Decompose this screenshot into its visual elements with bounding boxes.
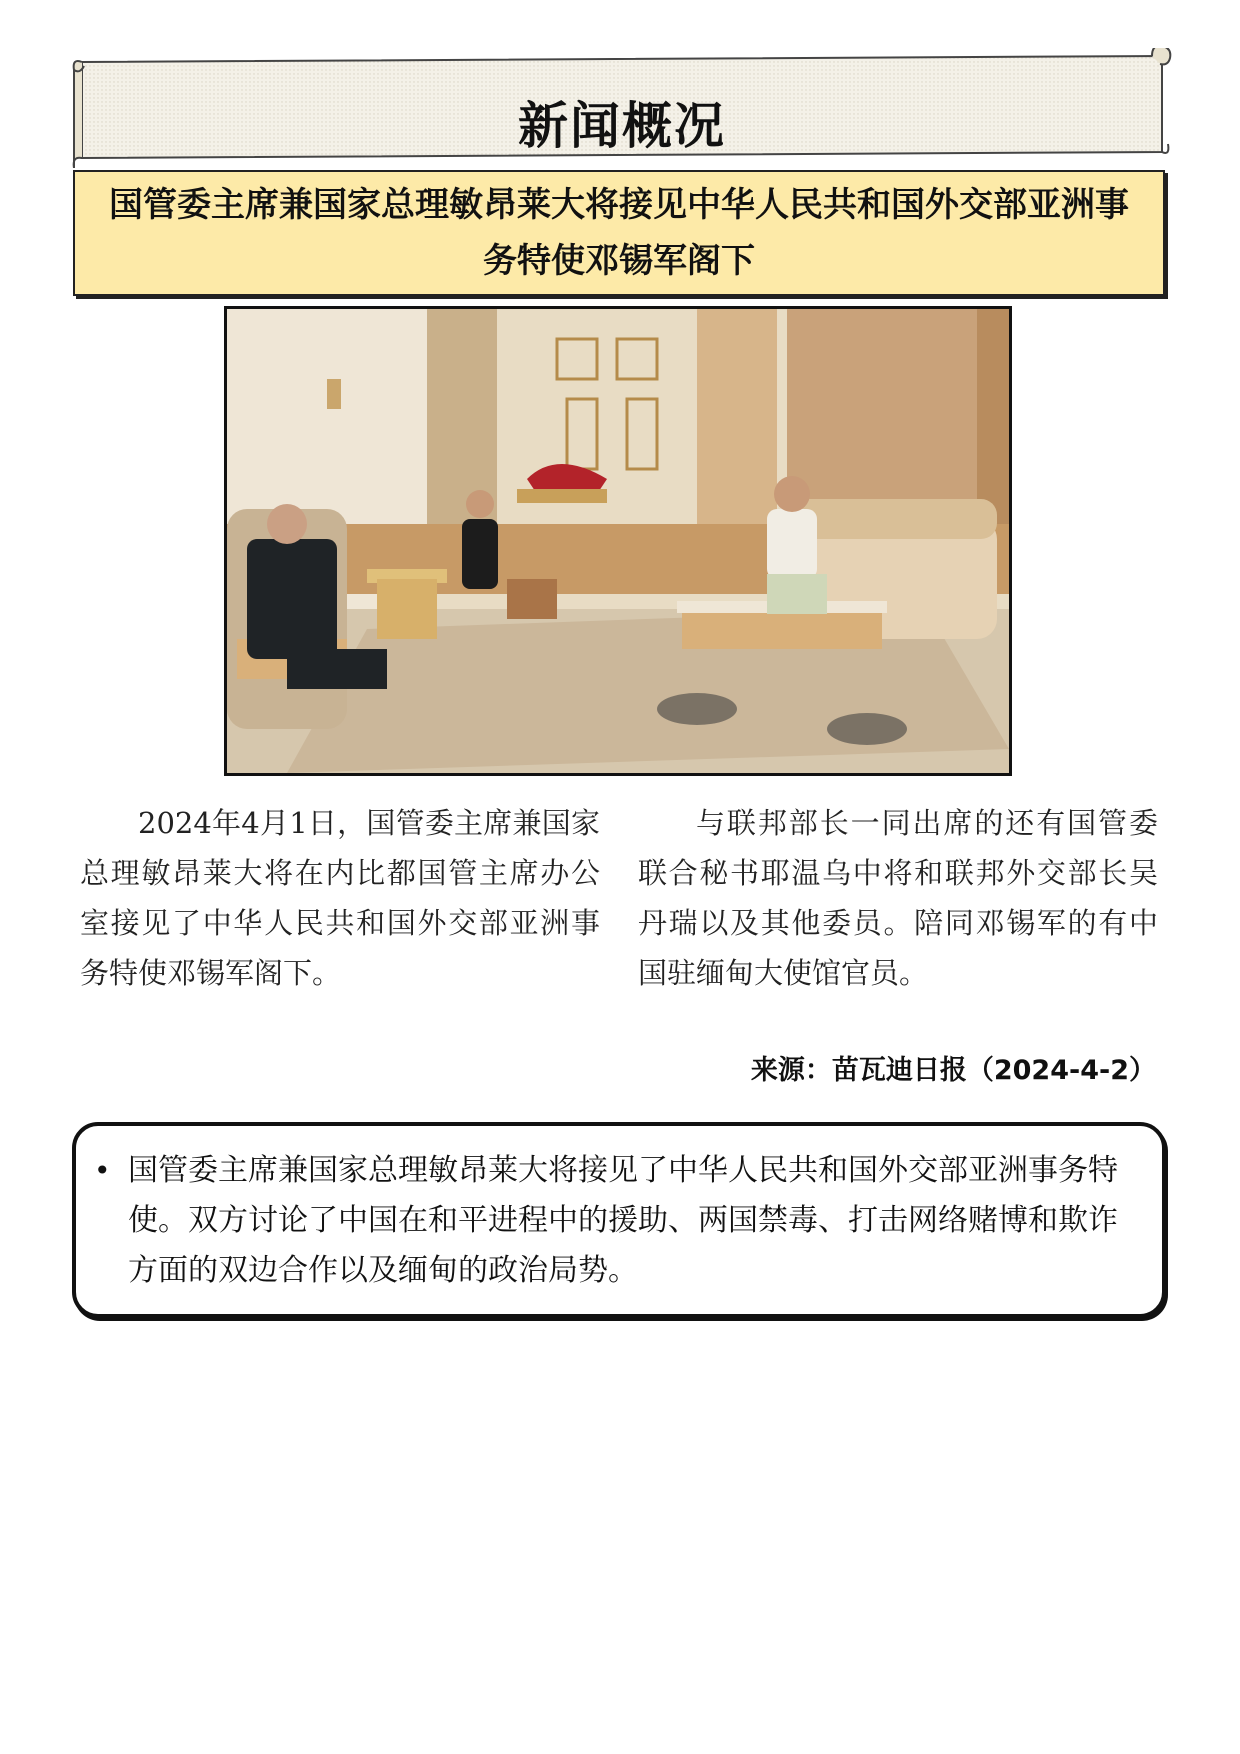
summary-box [72,1122,1166,1318]
source-line: 来源：苗瓦迪日报（2024-4-2） [750,1055,1156,1086]
body-left-column [80,798,600,998]
summary-item [94,1146,1136,1296]
banner-title: 新闻概况 [518,97,726,155]
body-right-paragraph: 与联邦部长一同出席的还有国管委联合秘书耶温乌中将和联邦外交部长吴丹瑞以及其他委员。陪同邓锡军的有中国驻缅甸大使馆官员。 [638,806,1158,990]
scroll-banner [72,48,1172,168]
summary-text: 国管委主席兼国家总理敏昂莱大将接见了中华人民共和国外交部亚洲事务特使。双方讨论了中国在和平进程中的援助、两国禁毒、打击网络赌博和欺诈方面的双边合作以及缅甸的政治局势。 [128,1153,1118,1288]
body-left-paragraph: 2024年4月1日，国管委主席兼国家总理敏昂莱大将在内比都国管主席办公室接见了中华人民共和国外交部亚洲事务特使邓锡军阁下。 [80,806,600,990]
bullet-icon: • [94,1154,111,1187]
headline-box [73,170,1165,296]
meeting-photo-illustration [227,309,1009,773]
headline-text: 国管委主席兼国家总理敏昂莱大将接见中华人民共和国外交部亚洲事务特使邓锡军阁下 [109,185,1129,281]
summary-list [76,1126,1162,1296]
meeting-photo [224,306,1012,776]
body-right-column [638,798,1158,998]
